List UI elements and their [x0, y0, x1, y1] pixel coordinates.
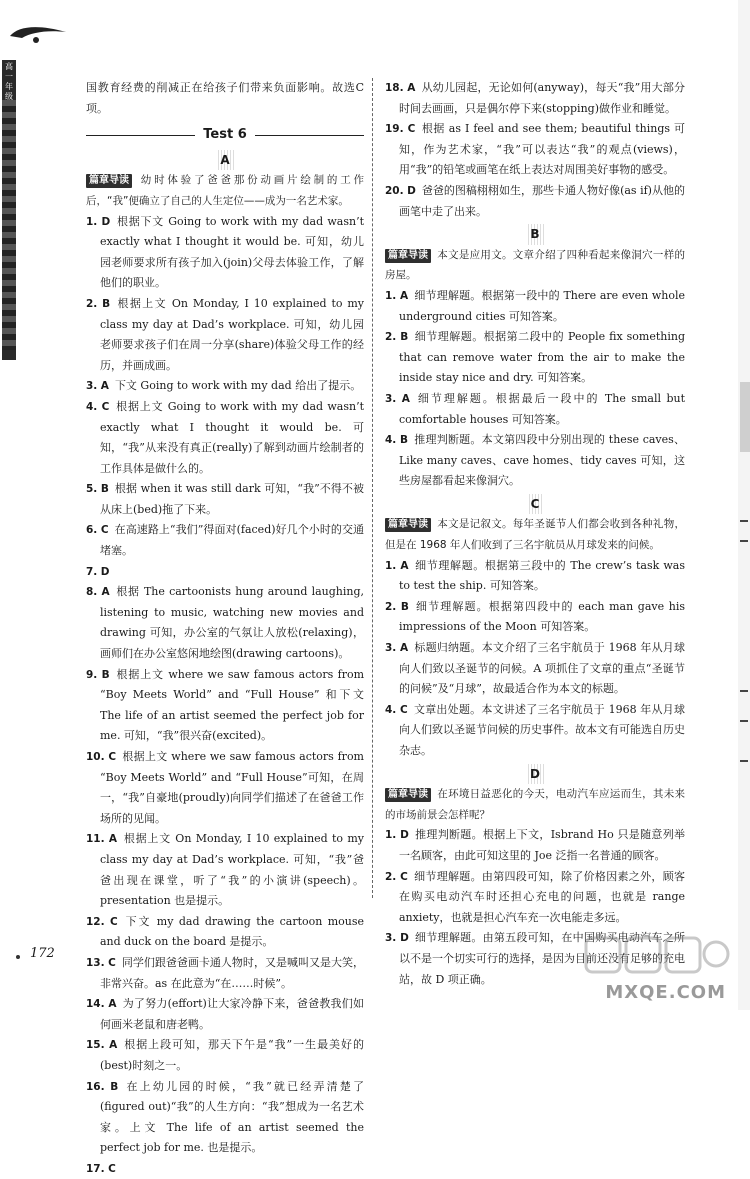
answer-list-a — [86, 212, 364, 1179]
explanation-text: 根据 when it was still dark 可知，“我”不得不被从床上(bed)拖了下来。 — [100, 482, 364, 516]
explanation-text: 细节理解题。根据第四段中的 each man gave his impressions of the Moon 可知答案。 — [399, 599, 685, 634]
edge-band — [2, 100, 16, 350]
question-number: 4. — [385, 703, 397, 716]
answer-letter: B — [110, 1080, 119, 1093]
answer-letter: A — [101, 586, 110, 599]
reading-guide-b — [385, 245, 685, 286]
explanation-text: 根据上文 On Monday, I 10 explained to my class my day at Dad’s workplace. 可知，幼儿园老师要求孩子们在周一分享(share)体验父母工作的经历，并画成画。 — [100, 296, 364, 372]
answer-letter: A — [400, 559, 409, 572]
page-number: 172 — [30, 946, 55, 961]
answer-letter: A — [108, 833, 118, 846]
question-number: 1. — [86, 215, 98, 228]
answer-letter: C — [110, 915, 118, 928]
question-number: 8. — [86, 586, 98, 599]
question-number: 10. — [86, 751, 105, 763]
guide-badge: 篇章导读 — [385, 518, 431, 532]
reading-guide-a — [86, 170, 364, 211]
explanation-text: 根据上文 where we saw famous actors from “Boy Meets World” and “Full House” 和下文 The life of an artist seemed the perfect job for me. 可知，“我”很兴奋(excited)。 — [100, 667, 365, 743]
heading-rule — [86, 135, 195, 136]
test-heading — [86, 125, 364, 146]
question-number: 2. — [86, 297, 98, 310]
column-divider — [372, 78, 373, 898]
answer-letter: B — [400, 600, 409, 613]
explanation-text: 在上幼儿园的时候，“我”就已经弄清楚了(figured out)“我”的人生方向：“我”想成为一名艺术家。上文 The life of an artist seemed the perfect job for me. 也是提示。 — [100, 1079, 365, 1155]
answer-item — [86, 953, 364, 994]
explanation-text: 标题归纳题。本文介绍了三名宇航员于 1968 年从月球向人们致以圣诞节的问候。A 项抓住了文章的重点“圣诞节的问候”及“月球”，故最适合作为本文的标题。 — [399, 641, 685, 696]
question-number: 5. — [86, 483, 98, 496]
answer-item — [86, 1077, 364, 1159]
explanation-text: 根据上文 On Monday, I 10 explained to my class my day at Dad’s workplace. 可知，“我”爸爸出现在课堂，听了“我”的小演讲(speech)。presentation 也是提示。 — [100, 832, 364, 908]
explanation-text: 根据 The cartoonists hung around laughing, listening to music, watching new movies and drawing 可知，办公室的气氛让人放松(relaxing)，画师们在办公室悠闲地绘图(drawing cartoons)。 — [100, 585, 364, 661]
brush-stroke-icon — [8, 22, 68, 46]
question-number: 11. — [86, 833, 105, 846]
answer-letter: D — [407, 184, 416, 197]
section-heading-c: C — [385, 494, 685, 515]
answer-item — [385, 867, 685, 929]
question-number: 1. — [385, 829, 397, 842]
answer-item — [385, 327, 685, 389]
question-number: 2. — [385, 600, 397, 613]
answer-item — [385, 638, 685, 700]
question-number: 12. — [86, 915, 105, 928]
explanation-text: 细节理解题。由第四段可知，除了价格因素之外，顾客在购买电动汽车时还担心充电的问题，也就是 range anxiety，也就是担心汽车充一次电能走多远。 — [399, 869, 685, 924]
explanation-text: 下文 my dad drawing the cartoon mouse and duck on the board 是提示。 — [100, 914, 365, 949]
question-number: 19. — [385, 123, 404, 136]
answer-letter: B — [400, 434, 409, 447]
answer-letter: C — [108, 1162, 116, 1175]
question-number: 20. — [385, 184, 404, 197]
answer-list-a-continued — [385, 78, 685, 222]
answer-letter: C — [407, 123, 416, 136]
question-number: 17. — [86, 1162, 105, 1175]
answer-letter: B — [102, 297, 111, 310]
question-number: 18. — [385, 82, 404, 94]
answer-letter: C — [100, 524, 109, 537]
answer-item — [86, 665, 364, 747]
explanation-text: 在高速路上“我们”得面对(faced)好几个小时的交通堵塞。 — [100, 523, 365, 558]
answer-letter: B — [400, 331, 409, 344]
answer-item — [86, 294, 364, 376]
heading-rule — [255, 135, 364, 136]
right-column — [385, 78, 685, 990]
question-number: 15. — [86, 1039, 105, 1052]
question-number: 3. — [385, 392, 397, 405]
test-title: Test 6 — [203, 127, 247, 143]
answer-letter: A — [407, 82, 416, 94]
answer-item — [385, 430, 685, 492]
answer-list-b — [385, 286, 685, 492]
question-number: 4. — [385, 434, 397, 447]
guide-text: 在环境日益恶化的今天，电动汽车应运而生，其未来的市场前景会怎样呢？ — [385, 788, 685, 821]
answer-item — [385, 119, 685, 181]
explanation-text: 细节理解题。根据最后一段中的 The small but comfortable houses 可知答案。 — [399, 391, 685, 426]
answer-letter: C — [101, 400, 110, 413]
question-number: 6. — [86, 524, 98, 537]
explanation-text: 下文 Going to work with my dad 给出了提示。 — [114, 379, 362, 393]
answer-letter: C — [108, 751, 117, 763]
question-number: 2. — [385, 870, 397, 883]
page-edge-mark — [740, 720, 748, 722]
explanation-text: 为了努力(effort)让大家冷静下来，爸爸教我们如何画米老鼠和唐老鸭。 — [100, 997, 364, 1031]
question-number: 7. — [86, 565, 98, 578]
reading-guide-c — [385, 514, 685, 555]
answer-item — [385, 700, 685, 762]
answer-item — [385, 597, 685, 638]
question-number: 14. — [86, 998, 105, 1011]
answer-item — [86, 479, 364, 520]
answer-letter: C — [108, 956, 116, 969]
answer-letter: A — [400, 642, 409, 655]
answer-item — [86, 747, 364, 829]
answer-item — [86, 994, 364, 1035]
answer-item — [385, 78, 685, 119]
question-number: 2. — [385, 331, 397, 344]
page-edge-mark — [740, 520, 748, 522]
guide-text: 本文是记叙文。每年圣诞节人们都会收到各种礼物，但是在 1968 年人们收到了三名宇航员从月球发来的问候。 — [385, 518, 685, 552]
reading-guide-d — [385, 784, 685, 825]
intro-text: 国教育经费的削减正在给孩子们带来负面影响。故选C项。 — [86, 81, 364, 115]
explanation-text: 同学们跟爸爸画卡通人物时，又是喊叫又是大笑，非常兴奋。as 在此意为“在……时候”。 — [100, 955, 365, 990]
answer-item — [86, 829, 364, 911]
answer-letter: A — [100, 380, 109, 393]
answer-letter: B — [100, 483, 109, 496]
explanation-text: 根据上段可知，那天下午是“我”一生最美好的(best)时刻之一。 — [100, 1038, 365, 1072]
explanation-text: 文章出处题。本文讲述了三名宇航员于 1968 年从月球向人们致以圣诞节问候的历史事件。故本文有可能选自历史杂志。 — [399, 702, 685, 757]
page-edge-mark — [740, 540, 748, 542]
question-number: 3. — [86, 380, 98, 393]
answer-letter: A — [399, 289, 409, 302]
explanation-text: 细节理解题。根据第一段中的 There are even whole underground cities 可知答案。 — [399, 288, 685, 323]
page-edge-tab — [740, 382, 750, 452]
question-number: 3. — [385, 642, 397, 655]
explanation-text: 细节理解题。根据第三段中的 The crew’s task was to test the ship. 可知答案。 — [399, 558, 686, 593]
explanation-text: 细节理解题。由第五段可知，在中国购买电动汽车之所以不是一个切实可行的选择，是因为目前还没有足够的充电站，故 D 项正确。 — [399, 931, 686, 986]
section-heading-b: B — [385, 224, 685, 245]
answer-item — [385, 389, 685, 430]
question-number: 3. — [385, 932, 397, 945]
answer-item — [385, 286, 685, 327]
question-number: 1. — [385, 289, 397, 302]
explanation-text: 爸爸的图稿栩栩如生，那些卡通人物好像(as if)从他的画笔中走了出来。 — [399, 183, 685, 218]
answer-item — [86, 397, 364, 479]
answer-letter: D — [100, 565, 110, 578]
answer-letter: C — [400, 703, 408, 716]
question-number: 4. — [86, 400, 98, 413]
section-heading-a: A — [86, 150, 364, 171]
grade-label: 高一年级 — [5, 62, 13, 101]
answer-letter: A — [401, 392, 410, 405]
explanation-text: 推理判断题。根据上下文，Isbrand Ho 只是随意列举一名顾客，由此可知这里的 Joe 泛指一名普通的顾客。 — [399, 828, 685, 862]
explanation-text: 根据 as I feel and see them; beautiful things 可知，作为艺术家，“我”可以表达“我”的观点(views)，用“我”的铅笔或画笔在纸上表达对周围美好事物的感受。 — [399, 122, 685, 177]
page-edge-mark — [740, 690, 748, 692]
answer-letter: B — [101, 668, 110, 681]
guide-text: 幼时体验了爸爸那份动画片绘制的工作后，“我”便确立了自己的人生定位——成为一名艺术家。 — [86, 174, 364, 207]
guide-badge: 篇章导读 — [385, 249, 431, 263]
guide-text: 本文是应用文。文章介绍了四种看起来像洞穴一样的房屋。 — [385, 248, 685, 282]
explanation-text: 根据上文 where we saw famous actors from “Boy Meets World” and “Full House”可知，在周一，“我”自豪地(proudly)向同学们描述了在爸爸工作场所的见闻。 — [100, 750, 364, 825]
answer-letter: C — [400, 870, 408, 883]
page-dot — [16, 955, 20, 959]
page-edge-strip — [738, 0, 750, 1010]
question-number: 16. — [86, 1080, 105, 1093]
guide-badge: 篇章导读 — [86, 174, 132, 188]
question-number: 9. — [86, 668, 98, 681]
answer-letter: A — [108, 998, 117, 1011]
answer-item — [86, 582, 364, 664]
answer-item — [86, 520, 364, 561]
answer-item — [385, 556, 685, 597]
explanation-text: 细节理解题。根据第二段中的 People fix something that can remove water from the air to make the inside stay nice and dry. 可知答案。 — [399, 330, 685, 385]
left-column — [86, 78, 364, 1179]
explanation-text: 根据上文 Going to work with my dad wasn’t exactly what I thought it would be. 可知，“我”从来没有真正(really)了解到动画片绘制者的工作具体是做什么的。 — [100, 399, 364, 475]
question-number: 13. — [86, 956, 105, 969]
answer-list-c — [385, 556, 685, 762]
guide-badge: 篇章导读 — [385, 788, 431, 802]
answer-item — [86, 562, 364, 583]
answer-letter: D — [101, 215, 111, 228]
answer-item — [86, 212, 364, 294]
answer-item — [86, 1035, 364, 1076]
explanation-text: 推理判断题。本文第四段中分别出现的 these caves、Like many caves、cave homes、tidy caves 可知，这些房屋都看起来像洞穴。 — [399, 433, 686, 488]
answer-item — [385, 825, 685, 866]
answer-letter: D — [400, 829, 409, 842]
question-number: 1. — [385, 559, 397, 572]
answer-item — [86, 376, 364, 397]
answer-letter: D — [400, 932, 409, 945]
watermark-text: MXQE.COM — [605, 982, 726, 1003]
section-heading-d: D — [385, 764, 685, 785]
answer-item — [86, 1159, 364, 1179]
explanation-text: 根据下文 Going to work with my dad wasn’t exactly what I thought it would be. 可知，幼儿园老师要求所有孩子加入(join)父母去体验工作，了解他们的职业。 — [100, 214, 365, 290]
answer-item — [86, 912, 364, 953]
answer-letter: A — [109, 1039, 118, 1052]
explanation-text: 从幼儿园起，无论如何(anyway)，每天“我”用大部分时间去画画，只是偶尔停下来(stopping)做作业和睡觉。 — [399, 81, 686, 115]
page-edge-mark — [740, 760, 748, 762]
answer-item — [385, 181, 685, 222]
